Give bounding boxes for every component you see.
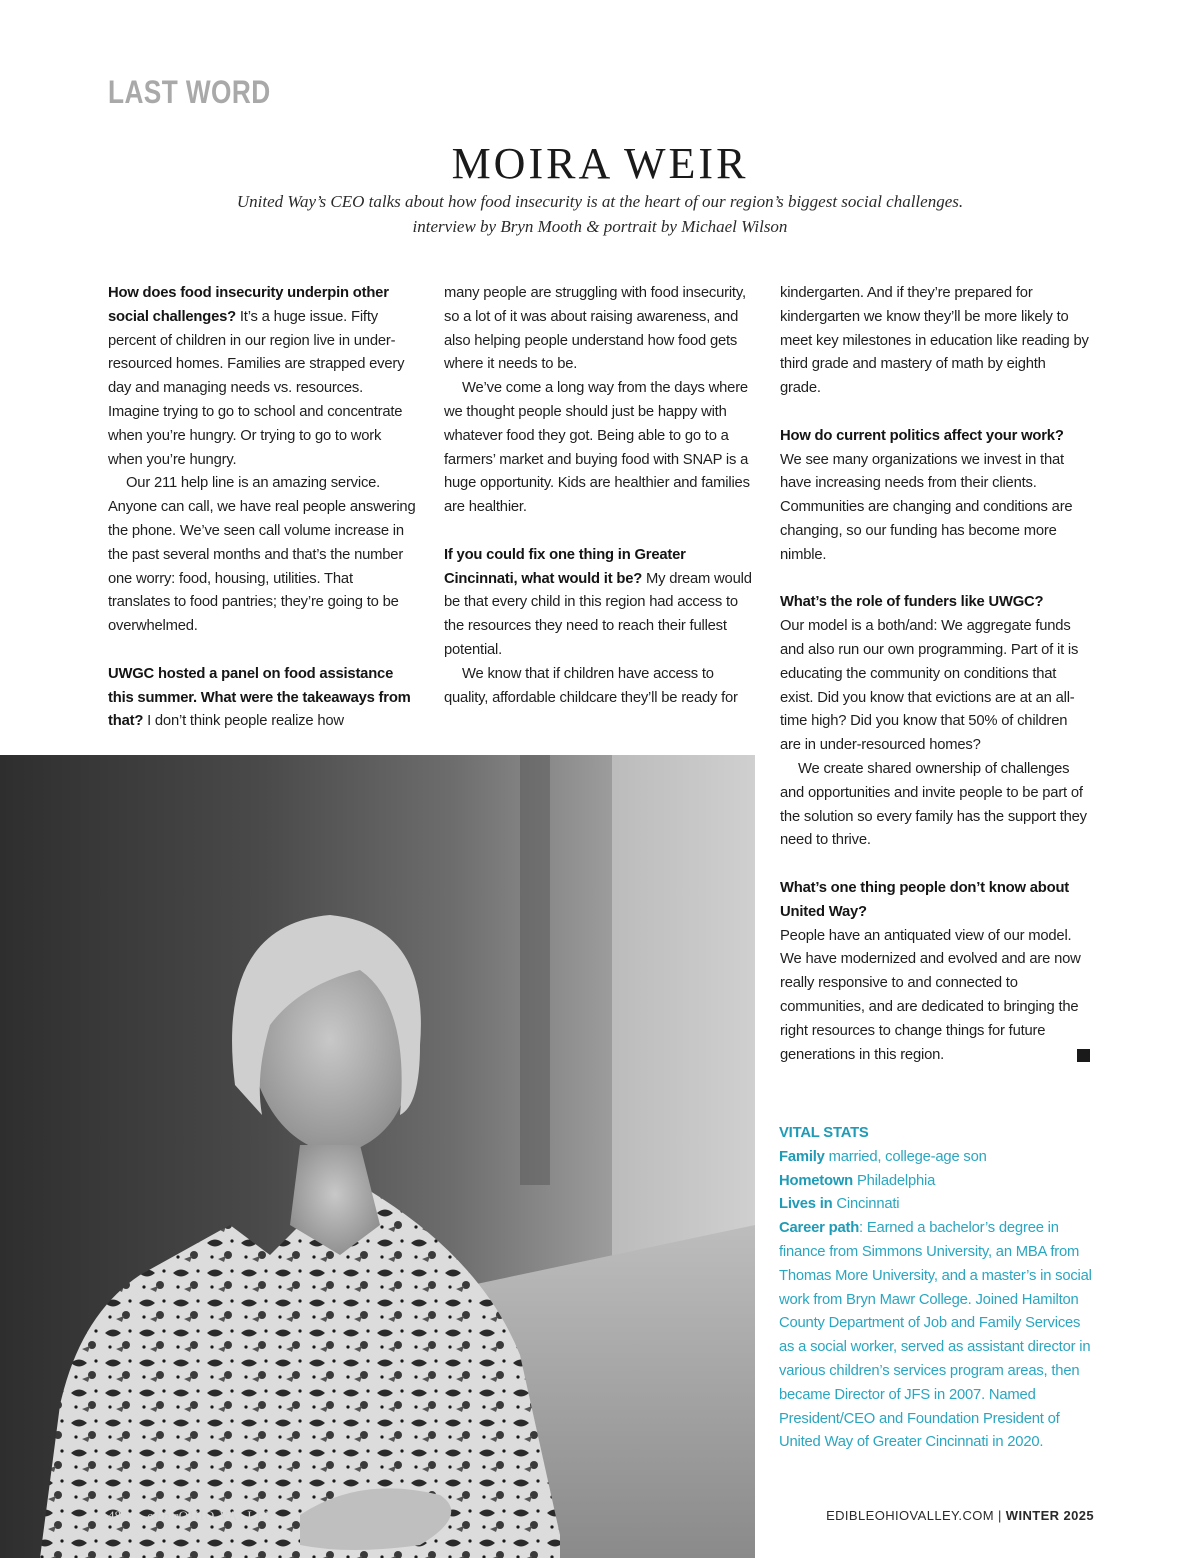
article-column-1 [108,282,418,734]
subtitle: United Way’s CEO talks about how food insecurity is at the heart of our region’s biggest social challenges. [236,192,964,211]
footer-site: EDIBLEOHIOVALLEY.COM [826,1508,994,1523]
answer-text: People have an antiquated view of our model. We have modernized and evolved and are now really responsive to and connected to communities, and are dedicated to bringing the right resources to change things for future generations in this region. [780,927,1081,1063]
stat-career-path [779,1217,1094,1455]
paragraph [444,544,754,663]
stat-hometown [779,1170,1094,1194]
article-column-2 [444,282,754,710]
magazine-prefix: edible [147,1508,179,1523]
paragraph: many people are struggling with food insecurity, so a lot of it was about raising awareness, and also helping people understand how food gets where it needs to be. [444,285,746,373]
stat-label: Hometown [779,1172,854,1189]
question: How does food insecurity underpin other social challenges? [108,285,389,325]
page-title: MOIRA WEIR [451,139,749,188]
paragraph [108,663,418,734]
answer: Our model is a both/and: We aggregate funds and also run our own programming. Part of it is educating the community on conditions that exist. Did you know that evictions are at an all-time high? Did you know that 50% of children are in under-resourced homes? [780,618,1079,754]
paragraph: We create shared ownership of challenges and opportunities and invite people to be part of the solution so every family has the support they need to thrive. [780,760,1087,849]
answer: It’s a huge issue. Fifty percent of children in our region live in under-resourced homes. Families are strapped every day and managing needs vs. resources. Imagine trying to go to school and concentrate when you’re hungry. Or trying to go to work when you’re hungry. [108,308,405,468]
section-label: LAST WORD [108,74,271,110]
stat-family [779,1146,1094,1170]
paragraph: We know that if children have access to quality, affordable childcare they’ll be ready for [444,665,738,706]
answer: My dream would be that every child in this region had access to the resources they need to reach their fullest potential. [444,570,752,658]
question: If you could fix one thing in Greater Cincinnati, what would it be? [444,546,686,587]
footer-left [108,1508,276,1524]
page-number: 48 [108,1508,121,1523]
paragraph [108,282,418,472]
footer-issue: WINTER 2025 [1005,1508,1094,1523]
stat-value: Cincinnati [832,1196,900,1213]
answer [780,925,1090,1068]
stat-label: Lives in [779,1196,833,1213]
portrait-photo [0,755,755,1558]
portrait-illustration [0,755,755,1558]
footer-right [826,1508,1094,1523]
stat-value: Philadelphia [853,1172,936,1189]
stat-label: Career path [779,1220,860,1237]
stat-value: : Earned a bachelor’s degree in finance from Simmons University, an MBA from Thomas More University, and a master’s in social work from Bryn Mawr College. Joined Hamilton County Department of Job and Family Services as a social worker, served as assistant director in various children’s services program areas, then became Director of JFS in 2007. Named President/CEO and Foundation President of United Way of Greater Cincinnati in 2020. [779,1220,1092,1451]
footer-separator: | [993,1508,1006,1523]
credits: interview by Bryn Mooth & portrait by Michael Wilson [412,217,788,236]
answer: We see many organizations we invest in that have increasing needs from their clients. Communities are changing and conditions are changing, so our funding has become more nimble. [780,451,1073,563]
stat-label: Family [779,1148,825,1165]
paragraph: kindergarten. And if they’re prepared for kindergarten we know they’ll be more likely to meet key milestones in education like reading by third grade and mastery of math by eighth grade. [780,285,1089,397]
answer: I don’t think people realize how [143,713,344,730]
vital-stats [779,1122,1094,1455]
question: What’s one thing people don’t know about United Way? [780,879,1070,920]
end-mark-icon [1077,1049,1090,1062]
question: How do current politics affect your work? [780,427,1064,444]
stat-value: married, college-age son [824,1148,987,1165]
paragraph: We’ve come a long way from the days where we thought people should just be happy with whatever food they got. Being able to go to a farmers’ market and buying food with SNAP is a huge opportunity. Kids are healthier and families are healthier. [444,380,750,516]
magazine-name: OHIO VALLEY [178,1508,276,1523]
question: UWGC hosted a panel on food assistance this summer. What were the takeaways from that? [108,665,411,730]
article-column-3 [780,282,1090,1067]
paragraph: Our 211 help line is an amazing service. Anyone can call, we have real people answering the phone. We’ve seen call volume increase in the past several months and that’s the number one worry: food, housing, utilities. That translates to food pantries; they’re going to be overwhelmed. [108,475,416,635]
question: What’s the role of funders like UWGC? [780,594,1044,611]
vital-stats-heading: VITAL STATS [779,1125,869,1141]
stat-lives-in [779,1193,1094,1217]
